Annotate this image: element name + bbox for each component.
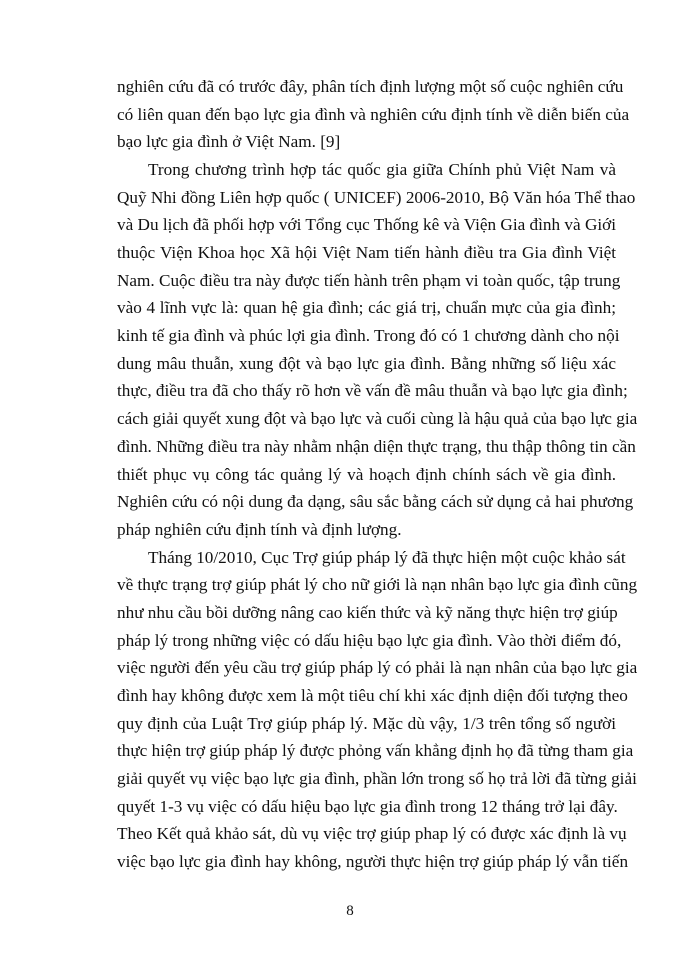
text-line: nghiên cứu đã có trước đây, phân tích định lượng một số cuộc nghiên cứu [117, 77, 624, 96]
text-line: thiết phục vụ công tác quảng lý và hoạch định chính sách về gia đình. [117, 465, 616, 484]
text-line: pháp lý trong những việc có dấu hiệu bạo lực gia đình. Vào thời điểm đó, [117, 631, 622, 650]
text-line: dung mâu thuẫn, xung đột và bạo lực gia đình. Bằng những số liệu xác [117, 354, 616, 373]
text-line: như nhu cầu bồi dưỡng nâng cao kiến thức và kỹ năng thực hiện trợ giúp [117, 603, 618, 622]
text-line: Quỹ Nhi đồng Liên hợp quốc ( UNICEF) 2006-2010, Bộ Văn hóa Thể thao [117, 188, 636, 207]
text-line: Theo Kết quả khảo sát, dù vụ việc trợ giúp phap lý có được xác định là vụ [117, 824, 627, 843]
text-line: cách giải quyết xung đột và bạo lực và cuối cùng là hậu quả của bạo lực gia [117, 409, 638, 428]
text-line: đình hay không được xem là một tiêu chí khi xác định diện đối tượng theo [117, 686, 628, 705]
text-line: giải quyết vụ việc bạo lực gia đình, phần lớn trong số họ trả lời đã từng giải [117, 769, 637, 788]
text-line: Nam. Cuộc điều tra này được tiến hành trên phạm vi toàn quốc, tập trung [117, 271, 621, 290]
text-line: thuộc Viện Khoa học Xã hội Việt Nam tiến hành điều tra Gia đình Việt [117, 243, 616, 262]
text-line: đình. Những điều tra này nhằm nhận diện thực trạng, thu thập thông tin cần [117, 437, 636, 456]
text-line: thực, điều tra đã cho thấy rõ hơn về vấn đề mâu thuẫn và bạo lực gia đình; [117, 381, 628, 400]
text-line: Tháng 10/2010, Cục Trợ giúp pháp lý đã thực hiện một cuộc khảo sát [148, 548, 626, 567]
text-line: và Du lịch đã phối hợp với Tổng cục Thống kê và Viện Gia đình và Giới [117, 215, 616, 234]
text-line: quy định của Luật Trợ giúp pháp lý. Mặc dù vậy, 1/3 trên tổng số người [117, 714, 616, 733]
text-line: pháp nghiên cứu định tính và định lượng. [117, 520, 402, 539]
text-line: thực hiện trợ giúp pháp lý được phỏng vấn khẳng định họ đã từng tham gia [117, 741, 634, 760]
text-line: kinh tế gia đình và phúc lợi gia đình. Trong đó có 1 chương dành cho nội [117, 326, 620, 345]
text-line: Nghiên cứu có nội dung đa dạng, sâu sắc bằng cách sử dụng cả hai phương [117, 492, 634, 511]
text-line: về thực trạng trợ giúp phát lý cho nữ giới là nạn nhân bạo lực gia đình cũng [117, 575, 638, 594]
text-line: bạo lực gia đình ở Việt Nam. [9] [117, 132, 341, 151]
text-line: quyết 1-3 vụ việc có dấu hiệu bạo lực gia đình trong 12 tháng trở lại đây. [117, 797, 618, 816]
text-line: việc người đến yêu cầu trợ giúp pháp lý có phải là nạn nhân của bạo lực gia [117, 658, 638, 677]
text-line: có liên quan đến bạo lực gia đình và nghiên cứu định tính về diễn biến của [117, 105, 630, 124]
page-number: 8 [346, 903, 354, 919]
text-line: vào 4 lĩnh vực là: quan hệ gia đình; các giá trị, chuẩn mực của gia đình; [117, 298, 616, 317]
text-line: việc bạo lực gia đình hay không, người thực hiện trợ giúp pháp lý vẫn tiến [117, 852, 629, 871]
text-line: Trong chương trình hợp tác quốc gia giữa Chính phủ Việt Nam và [148, 160, 616, 179]
